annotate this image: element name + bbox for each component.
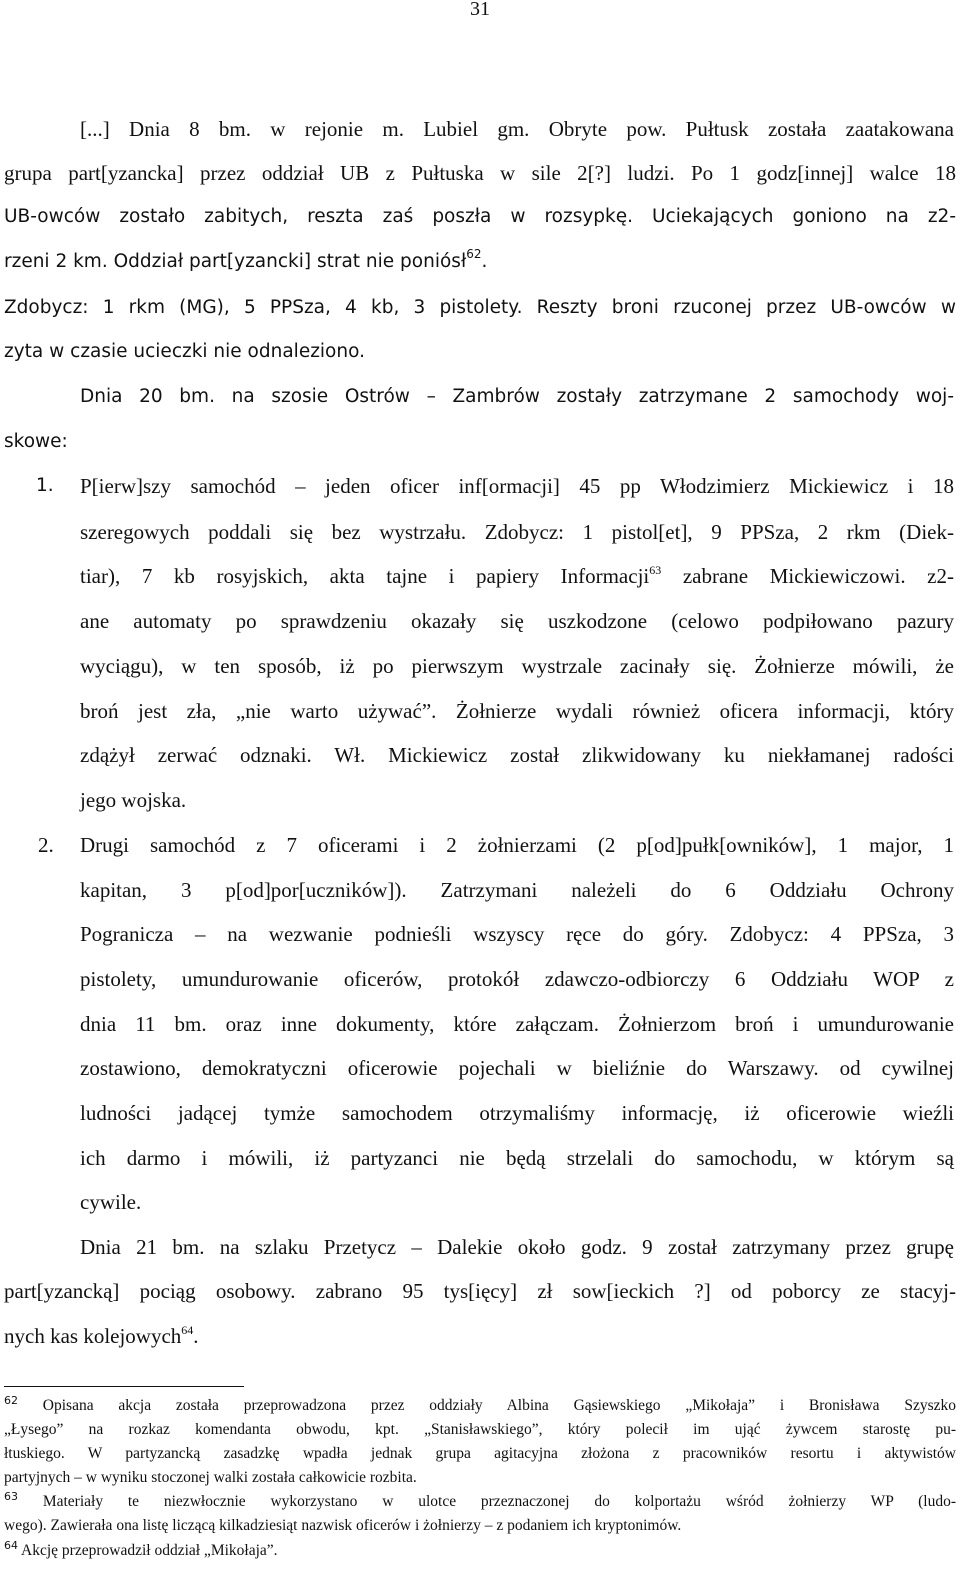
footnote-line (4, 1396, 956, 1416)
text-line: Dnia 20 bm. na szosie Ostrów – Zambrów zostały zatrzymane 2 samochody woj- (80, 386, 954, 407)
footnote-ref-62: 62 (466, 247, 482, 261)
footnote-number: 62 (4, 1394, 18, 1407)
text-line: skowe: (4, 431, 68, 452)
footnote-line: wego). Zawierała ona listę liczącą kilkadziesiąt nazwisk oficerów i żołnierzy – z podaniem ich kryptonimów. (4, 1517, 682, 1534)
text-span: Opisana akcja została przeprowadzona przez oddziały Albina Gąsiewskiego „Mikołaja” i Bronisława Szyszko (42, 1397, 956, 1414)
footnote-number: 63 (4, 1490, 18, 1503)
footnote-ref-64: 64 (181, 1323, 194, 1337)
text-span: . (193, 1324, 199, 1348)
text-line (4, 248, 487, 276)
footnote-line: łtuskiego. W partyzancką zasadzkę wpadła jednak grupa agitacyjna złożona z pracowników resortu i aktywistów (4, 1445, 956, 1462)
text-line: kapitan, 3 p[od]por[uczników]). Zatrzymani należeli do 6 Oddziału Ochrony (80, 878, 954, 902)
text-line: broń jest zła, „nie warto używać”. Żołnierze wydali również oficera informacji, który (80, 699, 954, 723)
text-line (80, 562, 954, 590)
footnote-line: partyjnych – w wyniku stoczonej walki została całkowicie rozbita. (4, 1469, 417, 1486)
list-number: 2. (38, 833, 54, 857)
text-span: nych kas kolejowych (4, 1324, 182, 1348)
text-line: szeregowych poddali się bez wystrzału. Zdobycz: 1 pistol[et], 9 PPSza, 2 rkm (Diek- (80, 520, 954, 544)
text-line: grupa part[yzancka] przez oddział UB z Pułtuska w sile 2[?] ludzi. Po 1 godz[innej] walce 18 (4, 161, 956, 185)
footnote-line (4, 1541, 956, 1561)
text-line: zostawiono, demokratyczni oficerowie pojechali w bieliźnie do Warszawy. od cywilnej (80, 1056, 954, 1080)
text-line: cywile. (80, 1190, 142, 1214)
text-line: [...] Dnia 8 bm. w rejonie m. Lubiel gm. Obryte pow. Pułtusk została zaatakowana (80, 117, 954, 141)
text-line: part[yzancką] pociąg osobowy. zabrano 95 tys[ięcy] zł sow[ieckich ?] od poborcy ze stacyj- (4, 1279, 956, 1303)
text-span: . (481, 251, 488, 272)
text-line: pistolety, umundurowanie oficerów, protokół zdawczo-odbiorczy 6 Oddziału WOP z (80, 967, 954, 991)
list-number: 1. (36, 475, 54, 496)
text-line: wyciągu), w ten sposób, iż po pierwszym wystrzale zacinały się. Żołnierze mówili, że (80, 654, 954, 678)
footnote-number: 64 (4, 1539, 18, 1552)
text-line: zdążył zerwać odznaki. Wł. Mickiewicz został zlikwidowany ku niekłamanej radości (80, 743, 954, 767)
text-line: Dnia 21 bm. na szlaku Przetycz – Dalekie około godz. 9 został zatrzymany przez grupę (80, 1235, 954, 1259)
text-line: UB-owców zostało zabitych, reszta zaś poszła w rozsypkę. Uciekających goniono na z2- (4, 206, 956, 227)
footnote-divider (4, 1386, 244, 1387)
text-span: Materiały te niezwłocznie wykorzystano w ulotce przeznaczonej do kolportażu wśród żołnierzy WP (ludo- (42, 1493, 956, 1510)
text-line: jego wojska. (80, 788, 187, 812)
text-span: zabrane Mickiewiczowi. z2- (661, 564, 954, 588)
footnote-line (4, 1492, 956, 1512)
text-line: ich darmo i mówili, iż partyzanci nie będą strzelali do samochodu, w którym są (80, 1146, 954, 1170)
text-line: Pogranicza – na wezwanie podnieśli wszyscy ręce do góry. Zdobycz: 4 PPSza, 3 (80, 922, 954, 946)
text-span: rzeni 2 km. Oddział part[yzancki] strat nie poniósł (4, 251, 467, 272)
footnote-line: „Łysego” na rozkaz komendanta obwodu, kpt. „Stanisławskiego”, który polecił im ująć żywcem starostę pu- (4, 1421, 956, 1438)
text-line (4, 1322, 199, 1350)
text-line: P[ierw]szy samochód – jeden oficer inf[ormacji] 45 pp Włodzimierz Mickiewicz i 18 (80, 474, 954, 498)
footnote-ref-63: 63 (649, 563, 662, 577)
text-span: Akcję przeprowadził oddział „Mikołaja”. (21, 1542, 278, 1559)
text-line: zyta w czasie ucieczki nie odnaleziono. (4, 341, 365, 362)
text-span: tiar), 7 kb rosyjskich, akta tajne i papiery Informacji (80, 564, 650, 588)
text-line: Zdobycz: 1 rkm (MG), 5 PPSza, 4 kb, 3 pistolety. Reszty broni rzuconej przez UB-owców w (4, 297, 956, 318)
page-number: 31 (470, 0, 490, 20)
text-line: ludności jadącej tymże samochodem otrzymaliśmy informację, iż oficerowie wieźli (80, 1101, 954, 1125)
text-line: Drugi samochód z 7 oficerami i 2 żołnierzami (2 p[od]pułk[owników], 1 major, 1 (80, 833, 954, 857)
text-line: ane automaty po sprawdzeniu okazały się uszkodzone (celowo podpiłowano pazury (80, 609, 954, 633)
text-line: dnia 11 bm. oraz inne dokumenty, które załączam. Żołnierzom broń i umundurowanie (80, 1012, 954, 1036)
